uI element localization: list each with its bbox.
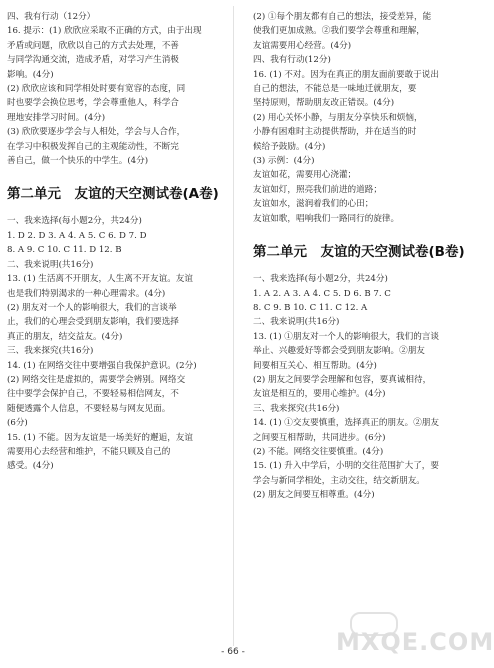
answer-line: 也是我们特别渴求的一种心理需求。(4分) bbox=[7, 288, 166, 299]
right-answer-block-2 bbox=[253, 272, 463, 503]
answer-line: 间要相互关心、相互帮助。(4分) bbox=[253, 360, 377, 371]
answer-line: 15. (1) 不能。因为友谊是一场美好的邂逅，友谊 bbox=[7, 432, 193, 443]
answer-line: (2) 用心关怀小静，与朋友分享快乐和烦恼， bbox=[253, 112, 423, 123]
answer-line: (2) 朋友之间要互相尊重。(4分) bbox=[253, 490, 375, 501]
answer-line: (2) 网络交往是虚拟的，需要学会辨别。网络交 bbox=[7, 374, 186, 385]
answer-line: (6分) bbox=[7, 418, 28, 429]
answer-line: 感受。(4分) bbox=[7, 461, 54, 472]
unit-title-a: 第二单元 友谊的天空测试卷(A卷) bbox=[7, 186, 219, 203]
answer-line: 与同学沟通交流，造成矛盾，对学习产生消极 bbox=[7, 55, 179, 66]
answer-line: 友谊是相互的，要用心维护。(4分) bbox=[253, 389, 386, 400]
answer-line: 小静有困难时主动提供帮助，并在适当的时 bbox=[253, 127, 417, 138]
answer-line: 友谊如花，需要用心浇灌； bbox=[253, 170, 357, 181]
answer-line: (2) 不能。网络交往要慎重。(4分) bbox=[253, 446, 384, 457]
watermark-logo bbox=[330, 618, 494, 664]
answer-line: (2) ①每个朋友都有自己的想法，接受差异，能 bbox=[253, 12, 432, 22]
answer-line: 需要用心去经营和维护，不能只顾及自己的 bbox=[7, 446, 171, 457]
answer-line: 友谊如灯，照亮我们前进的道路； bbox=[253, 184, 382, 195]
answer-line: 16. (1) 不对。因为在真正的朋友面前要敢于说出 bbox=[253, 69, 439, 80]
left-answer-block-2 bbox=[7, 214, 217, 473]
answer-line: 在学习中积极发挥自己的主观能动性，不断完 bbox=[7, 141, 179, 152]
answer-line: 友谊如歌，唱响我们一路同行的旋律。 bbox=[253, 213, 400, 224]
answer-line: 善自己，做一个快乐的中学生。(4分) bbox=[7, 156, 149, 167]
answer-line: 举止、兴趣爱好等都会受到朋友影响。②朋友 bbox=[253, 346, 425, 357]
answer-line: (3) 欣欣要逐步学会与人相处，学会与人合作， bbox=[7, 127, 186, 138]
answer-line: (2) 欣欣应该和同学相处时要有宽容的态度，同 bbox=[7, 84, 186, 95]
answer-line: 一、我来选择(每小题2分，共24分) bbox=[253, 274, 388, 285]
unit-title-b: 第二单元 友谊的天空测试卷(B卷) bbox=[253, 244, 465, 261]
right-column bbox=[253, 10, 463, 503]
answer-line: 16. 提示：(1) 欣欣应采取不正确的方式，由于出现 bbox=[7, 26, 202, 37]
answer-line: 四、我有行动(12分) bbox=[253, 55, 331, 66]
column-divider bbox=[233, 6, 234, 646]
answer-line: 止，我们的心理会受到朋友影响，我们要选择 bbox=[7, 317, 179, 328]
answer-line: 14. (1) ①交友要慎重，选择真正的朋友。②朋友 bbox=[253, 418, 439, 429]
answer-line: (2) 朋友对一个人的影响很大，我们的言谈举 bbox=[7, 302, 177, 313]
answer-line: 影响。(4分) bbox=[7, 69, 54, 80]
answer-line: 13. (1) ①朋友对一个人的影响很大，我们的言谈 bbox=[253, 331, 439, 342]
answer-line: 坚持原则，帮助朋友改正错误。(4分) bbox=[253, 98, 395, 109]
right-answer-block bbox=[253, 10, 463, 226]
answer-line: (2) 朋友之间要学会理解和包容，要真诚相待， bbox=[253, 374, 432, 385]
answer-line: 之间要互相帮助，共同进步。(6分) bbox=[253, 432, 386, 443]
page-number: - 66 - bbox=[221, 647, 245, 657]
answer-line: 友谊如水，滋润着我们的心田； bbox=[253, 199, 374, 210]
answer-line: 候给予鼓励。(4分) bbox=[253, 141, 326, 152]
answer-line: 自己的想法，不能总是一味地迁就朋友，要 bbox=[253, 84, 417, 95]
answer-line: 一、我来选择(每小题2分，共24分) bbox=[7, 216, 142, 227]
answer-line: 1. D 2. D 3. A 4. A 5. C 6. D 7. D bbox=[7, 230, 147, 241]
answer-line: 三、我来探究(共16分) bbox=[253, 403, 340, 414]
answer-line: 8. C 9. B 10. C 11. C 12. A bbox=[253, 302, 368, 313]
answer-line: 8. A 9. C 10. C 11. D 12. B bbox=[7, 245, 122, 256]
answer-line: 友谊需要用心经营。(4分) bbox=[253, 40, 352, 51]
answer-line: 真正的朋友，结交益友。(4分) bbox=[7, 331, 123, 342]
answer-line: 二、我来说明(共16分) bbox=[7, 259, 94, 270]
left-column bbox=[7, 10, 217, 474]
answer-line: 时也要学会换位思考，学会尊重他人，科学合 bbox=[7, 98, 179, 109]
answer-line: (3) 示例：(4分) bbox=[253, 156, 315, 167]
answer-line: 15. (1) 升入中学后，小明的交往范围扩大了，要 bbox=[253, 461, 439, 472]
answer-line: 使我们更加成熟。②我们要学会尊重和理解， bbox=[253, 26, 425, 37]
answer-line: 随便透露个人信息，不要轻易与网友见面。 bbox=[7, 403, 171, 414]
answer-line: 1. A 2. A 3. A 4. C 5. D 6. B 7. C bbox=[253, 288, 391, 299]
answer-line: 理地安排学习时间。(4分) bbox=[7, 112, 106, 123]
left-answer-block bbox=[7, 10, 217, 168]
answer-line: 矛盾或问题，欣欣以自己的方式去处理，不善 bbox=[7, 40, 179, 51]
watermark-text: MXQE.COM bbox=[336, 628, 494, 656]
answer-line: 14. (1) 在网络交往中要增强自我保护意识。(2分) bbox=[7, 360, 197, 371]
answer-line: 学会与新同学相处，主动交往，结交新朋友。 bbox=[253, 475, 425, 486]
answer-line: 13. (1) 生活离不开朋友，人生离不开友谊。友谊 bbox=[7, 274, 193, 285]
answer-line: 三、我来探究(共16分) bbox=[7, 346, 94, 357]
answer-line: 二、我来说明(共16分) bbox=[253, 317, 340, 328]
answer-line: 四、我有行动（12分） bbox=[7, 12, 96, 22]
answer-line: 往中要学会保护自己，不要轻易相信网友，不 bbox=[7, 389, 179, 400]
